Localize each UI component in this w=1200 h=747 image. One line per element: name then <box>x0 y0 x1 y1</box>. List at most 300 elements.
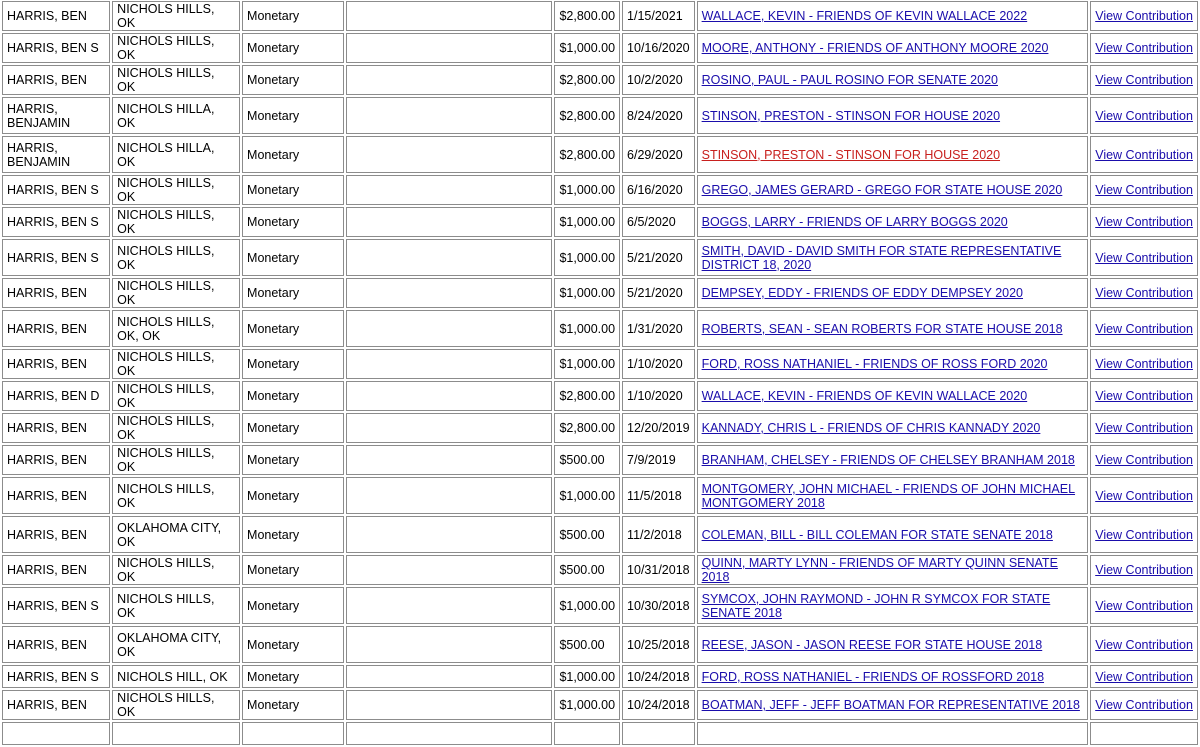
recipient-cell <box>697 722 1089 745</box>
contribution-type-cell <box>242 413 344 443</box>
recipient-link[interactable]: BOGGS, LARRY - FRIENDS OF LARRY BOGGS 2020 <box>701 215 1008 229</box>
recipient-cell <box>697 97 1089 134</box>
contribution-amount: $2,800.00 <box>559 108 616 123</box>
table-row <box>2 136 1198 173</box>
contributor-city: NICHOLS HILLS, OK <box>117 208 215 236</box>
contributor-name-cell <box>2 97 110 134</box>
empty-cell <box>346 310 552 347</box>
contributor-city-cell <box>112 722 240 745</box>
view-contribution-link[interactable]: View Contribution <box>1095 669 1193 684</box>
table-row <box>2 33 1198 63</box>
contributor-city-cell <box>112 278 240 308</box>
contributor-city-cell <box>112 516 240 553</box>
contribution-type: Monetary <box>247 421 300 435</box>
contributor-name: HARRIS, BEN <box>7 421 87 435</box>
contributor-city: NICHOLS HILLA, OK <box>117 101 215 130</box>
contribution-type: Monetary <box>247 73 300 87</box>
date-cell <box>622 626 695 663</box>
date-cell <box>622 477 695 514</box>
amount-cell <box>554 136 620 173</box>
recipient-link[interactable]: MONTGOMERY, JOHN MICHAEL - FRIENDS OF JOHN MICHAEL MONTGOMERY 2018 <box>701 481 1076 510</box>
contributor-city: NICHOLS HILLS, OK <box>117 2 215 30</box>
contribution-date: 7/9/2019 <box>627 453 676 467</box>
contributor-name: HARRIS, BENJAMIN <box>7 140 71 169</box>
contribution-date: 6/5/2020 <box>627 215 676 229</box>
recipient-cell <box>697 690 1089 720</box>
contribution-type-cell <box>242 239 344 276</box>
contributor-city-cell <box>112 33 240 63</box>
amount-cell <box>554 555 620 585</box>
view-contribution-link[interactable]: View Contribution <box>1095 421 1193 435</box>
view-contribution-link[interactable]: View Contribution <box>1095 183 1193 197</box>
date-cell <box>622 413 695 443</box>
contribution-type: Monetary <box>247 669 300 684</box>
contributor-name-cell <box>2 722 110 745</box>
contributor-city-cell <box>112 239 240 276</box>
contributor-name: HARRIS, BEN <box>7 637 87 652</box>
view-cell <box>1090 626 1198 663</box>
recipient-link[interactable]: KANNADY, CHRIS L - FRIENDS OF CHRIS KANNADY 2020 <box>701 421 1041 435</box>
table-row <box>2 97 1198 134</box>
amount-cell <box>554 278 620 308</box>
contribution-type: Monetary <box>247 598 300 613</box>
contribution-type-cell <box>242 626 344 663</box>
recipient-link[interactable]: SYMCOX, JOHN RAYMOND - JOHN R SYMCOX FOR STATE SENATE 2018 <box>701 591 1051 620</box>
date-cell <box>622 665 695 688</box>
contributor-city: NICHOLS HILL, OK <box>117 669 228 684</box>
view-cell <box>1090 65 1198 95</box>
view-contribution-link[interactable]: View Contribution <box>1095 41 1193 55</box>
view-cell <box>1090 555 1198 585</box>
contributor-name-cell <box>2 477 110 514</box>
contributor-city-cell <box>112 310 240 347</box>
view-contribution-link[interactable]: View Contribution <box>1095 563 1193 577</box>
empty-cell <box>346 477 552 514</box>
table-row <box>2 477 1198 514</box>
contributor-name: HARRIS, BEN S <box>7 215 99 229</box>
table-row <box>2 278 1198 308</box>
recipient-link[interactable]: SMITH, DAVID - DAVID SMITH FOR STATE REPRESENTATIVE DISTRICT 18, 2020 <box>701 243 1062 272</box>
view-cell <box>1090 445 1198 475</box>
table-row <box>2 516 1198 553</box>
empty-cell <box>346 626 552 663</box>
empty-cell <box>346 239 552 276</box>
contributor-name-cell <box>2 33 110 63</box>
contributor-city: NICHOLS HILLS, OK <box>117 556 215 584</box>
amount-cell <box>554 381 620 411</box>
view-contribution-link[interactable]: View Contribution <box>1095 147 1193 162</box>
view-contribution-link[interactable]: View Contribution <box>1095 527 1193 542</box>
amount-cell <box>554 310 620 347</box>
contributor-name: HARRIS, BEN <box>7 563 87 577</box>
recipient-cell <box>697 413 1089 443</box>
view-contribution-link[interactable]: View Contribution <box>1095 598 1193 613</box>
contributor-name: HARRIS, BEN S <box>7 183 99 197</box>
view-cell <box>1090 516 1198 553</box>
amount-cell <box>554 516 620 553</box>
recipient-cell <box>697 477 1089 514</box>
contribution-type: Monetary <box>247 563 300 577</box>
table-row <box>2 207 1198 237</box>
date-cell <box>622 239 695 276</box>
view-cell <box>1090 665 1198 688</box>
contribution-type-cell <box>242 65 344 95</box>
contribution-date: 10/2/2020 <box>627 73 683 87</box>
table-row <box>2 1 1198 31</box>
amount-cell <box>554 175 620 205</box>
empty-cell <box>346 381 552 411</box>
contribution-type: Monetary <box>247 389 300 403</box>
table-row <box>2 65 1198 95</box>
recipient-link[interactable]: ROSINO, PAUL - PAUL ROSINO FOR SENATE 2020 <box>701 73 998 87</box>
contributor-name-cell <box>2 555 110 585</box>
contribution-type-cell <box>242 136 344 173</box>
contribution-date: 1/15/2021 <box>627 9 683 23</box>
contribution-date: 11/5/2018 <box>627 488 682 503</box>
date-cell <box>622 722 695 745</box>
contribution-amount: $2,800.00 <box>559 389 616 403</box>
contribution-type: Monetary <box>247 637 300 652</box>
date-cell <box>622 349 695 379</box>
contribution-date: 6/29/2020 <box>627 147 683 162</box>
view-contribution-link[interactable]: View Contribution <box>1095 389 1193 403</box>
recipient-link[interactable]: WALLACE, KEVIN - FRIENDS OF KEVIN WALLACE 2020 <box>701 389 1028 403</box>
recipient-cell <box>697 310 1089 347</box>
contributor-city-cell <box>112 65 240 95</box>
contribution-type: Monetary <box>247 215 300 229</box>
amount-cell <box>554 349 620 379</box>
recipient-cell <box>697 207 1089 237</box>
view-contribution-link[interactable]: View Contribution <box>1095 453 1193 467</box>
table-row <box>2 239 1198 276</box>
contributor-name: HARRIS, BEN S <box>7 250 99 265</box>
recipient-cell <box>697 665 1089 688</box>
contribution-type: Monetary <box>247 321 300 336</box>
contribution-date: 12/20/2019 <box>627 421 690 435</box>
table-row <box>2 413 1198 443</box>
contribution-date: 11/2/2018 <box>627 527 682 542</box>
contributor-city: NICHOLS HILLS, OK <box>117 591 215 620</box>
empty-cell <box>346 516 552 553</box>
recipient-cell <box>697 65 1089 95</box>
contribution-amount: $500.00 <box>559 637 605 652</box>
table-row <box>2 310 1198 347</box>
amount-cell <box>554 722 620 745</box>
view-contribution-link[interactable]: View Contribution <box>1095 698 1193 712</box>
contributor-city: NICHOLS HILLS, OK <box>117 691 215 719</box>
recipient-link[interactable]: MOORE, ANTHONY - FRIENDS OF ANTHONY MOORE 2020 <box>701 41 1049 55</box>
contributor-name-cell <box>2 65 110 95</box>
empty-cell <box>346 65 552 95</box>
recipient-cell <box>697 278 1089 308</box>
table-row <box>2 626 1198 663</box>
contributor-city-cell <box>112 690 240 720</box>
amount-cell <box>554 1 620 31</box>
contributor-city-cell <box>112 97 240 134</box>
recipient-link[interactable]: BRANHAM, CHELSEY - FRIENDS OF CHELSEY BRANHAM 2018 <box>701 453 1075 467</box>
date-cell <box>622 587 695 624</box>
contributor-name-cell <box>2 587 110 624</box>
contribution-type: Monetary <box>247 286 300 300</box>
recipient-cell <box>697 626 1089 663</box>
date-cell <box>622 516 695 553</box>
date-cell <box>622 207 695 237</box>
contribution-amount: $500.00 <box>559 527 605 542</box>
contributor-name-cell <box>2 207 110 237</box>
contribution-date: 1/10/2020 <box>627 357 683 371</box>
contributor-city: NICHOLS HILLS, OK <box>117 279 215 307</box>
view-contribution-link[interactable]: View Contribution <box>1095 73 1193 87</box>
view-contribution-link[interactable]: View Contribution <box>1095 321 1193 336</box>
date-cell <box>622 1 695 31</box>
contribution-amount: $1,000.00 <box>559 698 616 712</box>
empty-cell <box>346 587 552 624</box>
contributor-name: HARRIS, BEN <box>7 73 87 87</box>
date-cell <box>622 555 695 585</box>
contributor-city: NICHOLS HILLS, OK <box>117 414 215 442</box>
recipient-cell <box>697 555 1089 585</box>
contribution-type-cell <box>242 555 344 585</box>
contributor-city: NICHOLS HILLA, OK <box>117 140 215 169</box>
contribution-date: 1/10/2020 <box>627 389 683 403</box>
contributor-name: HARRIS, BEN <box>7 286 87 300</box>
contribution-type-cell <box>242 207 344 237</box>
contribution-type: Monetary <box>247 9 300 23</box>
view-cell <box>1090 278 1198 308</box>
contribution-date: 10/31/2018 <box>627 563 690 577</box>
contributor-name: HARRIS, BEN <box>7 527 87 542</box>
amount-cell <box>554 207 620 237</box>
contribution-date: 10/25/2018 <box>627 637 690 652</box>
contributor-name: HARRIS, BEN S <box>7 41 99 55</box>
contribution-type-cell <box>242 97 344 134</box>
contributor-name: HARRIS, BEN <box>7 698 87 712</box>
contributor-name-cell <box>2 136 110 173</box>
contribution-amount: $1,000.00 <box>559 215 616 229</box>
contribution-date: 1/31/2020 <box>627 321 683 336</box>
recipient-link[interactable]: QUINN, MARTY LYNN - FRIENDS OF MARTY QUINN SENATE 2018 <box>701 556 1058 584</box>
contributor-city: NICHOLS HILLS, OK <box>117 382 215 410</box>
view-cell <box>1090 1 1198 31</box>
view-cell <box>1090 349 1198 379</box>
contribution-type-cell <box>242 278 344 308</box>
amount-cell <box>554 239 620 276</box>
recipient-link[interactable]: STINSON, PRESTON - STINSON FOR HOUSE 2020 <box>701 108 1001 123</box>
empty-cell <box>346 445 552 475</box>
empty-cell <box>346 97 552 134</box>
contribution-amount: $1,000.00 <box>559 41 616 55</box>
amount-cell <box>554 626 620 663</box>
contribution-amount: $1,000.00 <box>559 357 616 371</box>
amount-cell <box>554 413 620 443</box>
empty-cell <box>346 1 552 31</box>
table-row <box>2 690 1198 720</box>
contributor-city: OKLAHOMA CITY, OK <box>117 520 222 549</box>
amount-cell <box>554 65 620 95</box>
view-contribution-link[interactable]: View Contribution <box>1095 250 1193 265</box>
view-cell <box>1090 690 1198 720</box>
amount-cell <box>554 690 620 720</box>
contribution-amount: $2,800.00 <box>559 147 616 162</box>
recipient-link[interactable]: FORD, ROSS NATHANIEL - FRIENDS OF ROSSFORD 2018 <box>701 669 1045 684</box>
recipient-cell <box>697 136 1089 173</box>
view-cell <box>1090 477 1198 514</box>
recipient-link[interactable]: REESE, JASON - JASON REESE FOR STATE HOUSE 2018 <box>701 637 1043 652</box>
empty-cell <box>346 207 552 237</box>
contribution-type: Monetary <box>247 250 300 265</box>
contribution-type-cell <box>242 310 344 347</box>
recipient-link[interactable]: COLEMAN, BILL - BILL COLEMAN FOR STATE SENATE 2018 <box>701 527 1053 542</box>
contribution-type-cell <box>242 516 344 553</box>
contributor-city: NICHOLS HILLS, OK <box>117 66 215 94</box>
recipient-cell <box>697 1 1089 31</box>
contributor-city-cell <box>112 349 240 379</box>
date-cell <box>622 381 695 411</box>
contributor-city: NICHOLS HILLS, OK <box>117 176 215 204</box>
contribution-type: Monetary <box>247 488 300 503</box>
view-cell <box>1090 413 1198 443</box>
empty-cell <box>346 722 552 745</box>
date-cell <box>622 175 695 205</box>
contribution-date: 10/16/2020 <box>627 41 690 55</box>
contribution-amount: $500.00 <box>559 453 605 467</box>
contribution-date: 10/24/2018 <box>627 669 690 684</box>
contribution-date: 10/30/2018 <box>627 598 690 613</box>
table-row <box>2 445 1198 475</box>
view-contribution-link[interactable]: View Contribution <box>1095 286 1193 300</box>
view-contribution-link[interactable]: View Contribution <box>1095 215 1193 229</box>
contribution-type-cell <box>242 587 344 624</box>
amount-cell <box>554 97 620 134</box>
contribution-amount: $1,000.00 <box>559 669 616 684</box>
contribution-type: Monetary <box>247 147 300 162</box>
contributor-city-cell <box>112 555 240 585</box>
contributor-name: HARRIS, BEN <box>7 488 87 503</box>
recipient-cell <box>697 349 1089 379</box>
recipient-cell <box>697 239 1089 276</box>
view-cell <box>1090 207 1198 237</box>
contributor-city-cell <box>112 413 240 443</box>
view-contribution-link[interactable]: View Contribution <box>1095 108 1193 123</box>
view-cell <box>1090 175 1198 205</box>
view-contribution-link[interactable]: View Contribution <box>1095 637 1193 652</box>
recipient-link[interactable]: FORD, ROSS NATHANIEL - FRIENDS OF ROSS FORD 2020 <box>701 357 1048 371</box>
empty-cell <box>346 413 552 443</box>
empty-cell <box>346 278 552 308</box>
contributor-city: NICHOLS HILLS, OK <box>117 350 215 378</box>
date-cell <box>622 33 695 63</box>
view-cell <box>1090 33 1198 63</box>
contributor-city-cell <box>112 136 240 173</box>
recipient-link[interactable]: DEMPSEY, EDDY - FRIENDS OF EDDY DEMPSEY 2020 <box>701 286 1024 300</box>
view-contribution-link[interactable]: View Contribution <box>1095 488 1193 503</box>
contributor-city: NICHOLS HILLS, OK, OK <box>117 314 215 343</box>
contributor-name: HARRIS, BEN <box>7 357 87 371</box>
empty-cell <box>346 349 552 379</box>
amount-cell <box>554 587 620 624</box>
contribution-amount: $1,000.00 <box>559 321 616 336</box>
contribution-type: Monetary <box>247 453 300 467</box>
contributor-city: NICHOLS HILLS, OK <box>117 446 215 474</box>
empty-cell <box>346 136 552 173</box>
empty-cell <box>346 690 552 720</box>
date-cell <box>622 445 695 475</box>
recipient-link[interactable]: GREGO, JAMES GERARD - GREGO FOR STATE HOUSE 2020 <box>701 183 1063 197</box>
contributor-name-cell <box>2 349 110 379</box>
contributor-city-cell <box>112 445 240 475</box>
contribution-type-cell <box>242 349 344 379</box>
contribution-type: Monetary <box>247 357 300 371</box>
recipient-cell <box>697 587 1089 624</box>
contributor-name-cell <box>2 239 110 276</box>
recipient-cell <box>697 175 1089 205</box>
contributor-name: HARRIS, BEN <box>7 9 87 23</box>
recipient-cell <box>697 381 1089 411</box>
view-cell <box>1090 587 1198 624</box>
table-row <box>2 665 1198 688</box>
view-cell <box>1090 381 1198 411</box>
contributor-name-cell <box>2 175 110 205</box>
contribution-type-cell <box>242 690 344 720</box>
contribution-amount: $2,800.00 <box>559 421 616 435</box>
contributor-name-cell <box>2 1 110 31</box>
date-cell <box>622 310 695 347</box>
contribution-amount: $1,000.00 <box>559 488 616 503</box>
table-row <box>2 175 1198 205</box>
contributor-city: NICHOLS HILLS, OK <box>117 34 215 62</box>
contribution-amount: $1,000.00 <box>559 250 616 265</box>
contribution-type-cell <box>242 33 344 63</box>
contribution-type-cell <box>242 1 344 31</box>
contributor-city-cell <box>112 477 240 514</box>
contributor-name: HARRIS, BEN S <box>7 669 99 684</box>
table-row <box>2 722 1198 745</box>
view-cell <box>1090 239 1198 276</box>
contributor-name: HARRIS, BEN <box>7 321 87 336</box>
recipient-cell <box>697 516 1089 553</box>
date-cell <box>622 65 695 95</box>
recipient-link[interactable]: WALLACE, KEVIN - FRIENDS OF KEVIN WALLACE 2022 <box>701 9 1028 23</box>
contribution-type: Monetary <box>247 183 300 197</box>
recipient-link[interactable]: ROBERTS, SEAN - SEAN ROBERTS FOR STATE HOUSE 2018 <box>701 321 1063 336</box>
contribution-date: 10/24/2018 <box>627 698 690 712</box>
contribution-date: 5/21/2020 <box>627 250 683 265</box>
contributor-name: HARRIS, BEN <box>7 453 87 467</box>
date-cell <box>622 278 695 308</box>
recipient-link[interactable]: STINSON, PRESTON - STINSON FOR HOUSE 2020 <box>701 147 1001 162</box>
contributor-city: NICHOLS HILLS, OK <box>117 481 215 510</box>
contribution-type-cell <box>242 381 344 411</box>
contribution-date: 8/24/2020 <box>627 108 683 123</box>
contribution-type-cell <box>242 722 344 745</box>
contributor-name-cell <box>2 445 110 475</box>
contributor-name: HARRIS, BENJAMIN <box>7 101 71 130</box>
view-contribution-link[interactable]: View Contribution <box>1095 357 1193 371</box>
contribution-type-cell <box>242 477 344 514</box>
recipient-link[interactable]: BOATMAN, JEFF - JEFF BOATMAN FOR REPRESENTATIVE 2018 <box>701 698 1080 712</box>
view-contribution-link[interactable]: View Contribution <box>1095 9 1193 23</box>
amount-cell <box>554 665 620 688</box>
contributor-city: NICHOLS HILLS, OK <box>117 243 215 272</box>
contribution-amount: $1,000.00 <box>559 286 616 300</box>
view-cell <box>1090 310 1198 347</box>
empty-cell <box>346 33 552 63</box>
view-cell <box>1090 136 1198 173</box>
date-cell <box>622 690 695 720</box>
contributor-city-cell <box>112 175 240 205</box>
contributor-city-cell <box>112 381 240 411</box>
contribution-date: 6/16/2020 <box>627 183 683 197</box>
